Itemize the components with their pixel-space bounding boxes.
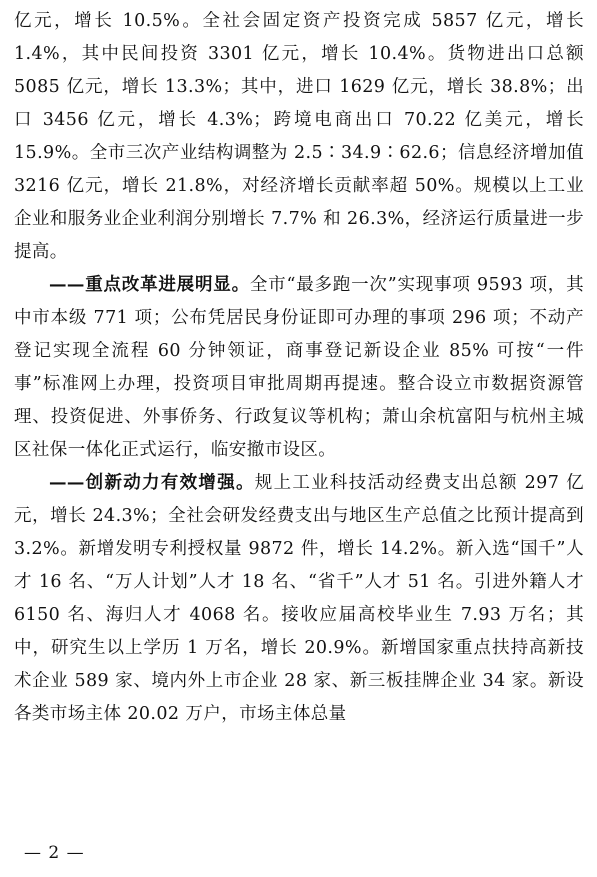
paragraph-text: 全市“最多跑一次”实现事项 9593 项，其中市本级 771 项；公布凭居民身份证即可办理的事项 296 项；不动产登记实现全流程 60 分钟领证，商事登记新设企业 85% 可按“一件事”标准网上办理，投资项目审批周期再提速。整合设立市数据资源管理、投资促进、外事侨务、行政复议等机构；萧山余杭富阳与杭州主城区社保一体化正式运行，临安撤市设区。 [14,275,584,460]
section-heading-innovation: ——创新动力有效增强。 [49,473,255,493]
paragraph-innovation [14,467,584,731]
document-body [14,5,584,731]
page-number: — 2 — [24,843,85,863]
paragraph-economy [14,5,584,269]
section-heading-reform: ——重点改革进展明显。 [49,275,250,295]
paragraph-text: 亿元，增长 10.5%。全社会固定资产投资完成 5857 亿元，增长 1.4%，其中民间投资 3301 亿元，增长 10.4%。货物进出口总额 5085 亿元，增长 13.3%；其中，进口 1629 亿元，增长 38.8%；出口 3456 亿元，增长 4.3%；跨境电商出口 70.22 亿美元，增长 15.9%。全市三次产业结构调整为 2.5∶34.9∶62.6；信息经济增加值 3216 亿元，增长 21.8%，对经济增长贡献率超 50%。规模以上工业企业和服务业企业利润分别增长 7.7% 和 26.3%，经济运行质量进一步提高。 [14,11,584,262]
paragraph-text: 规上工业科技活动经费支出总额 297 亿元，增长 24.3%；全社会研发经费支出与地区生产总值之比预计提高到 3.2%。新增发明专利授权量 9872 件，增长 14.2%。新入选“国千”人才 16 名、“万人计划”人才 18 名、“省千”人才 51 名。引进外籍人才 6150 名、海归人才 4068 名。接收应届高校毕业生 7.93 万名；其中，研究生以上学历 1 万名，增长 20.9%。新增国家重点扶持高新技术企业 589 家、境内外上市企业 28 家、新三板挂牌企业 34 家。新设各类市场主体 20.02 万户，市场主体总量 [14,473,584,724]
paragraph-reform [14,269,584,467]
